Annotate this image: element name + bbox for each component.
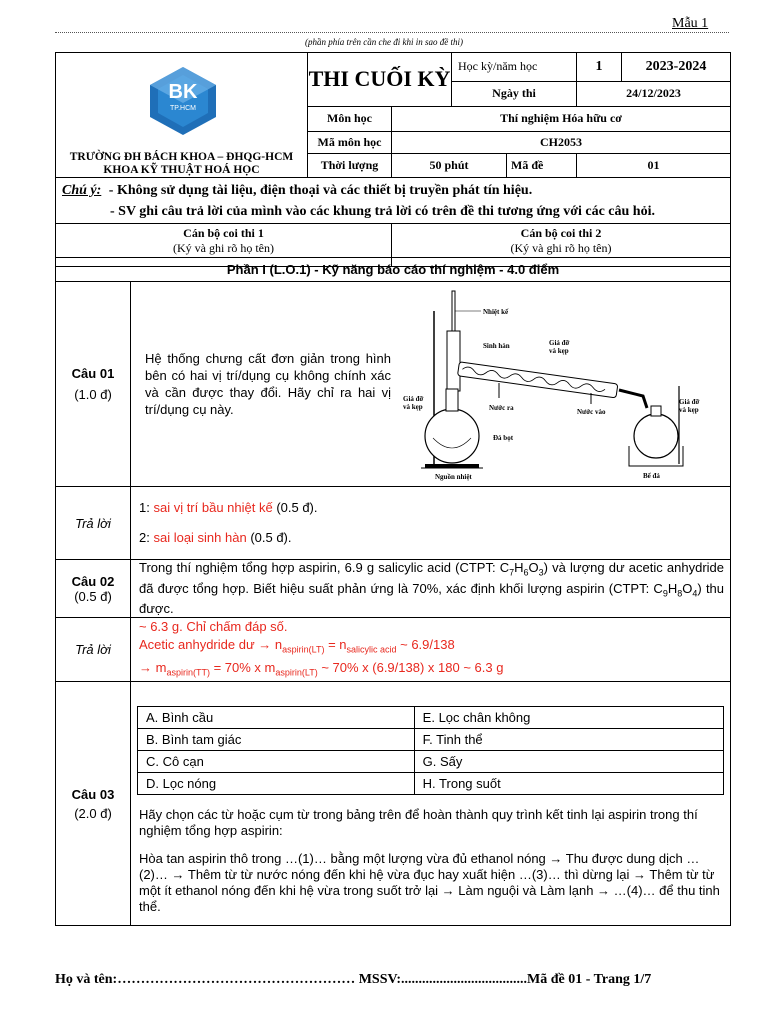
subject-label: Môn học [308, 106, 392, 131]
q2-answer [131, 618, 731, 682]
code-label: Mã môn học [308, 131, 392, 154]
option-g: G. Sấy [414, 751, 723, 773]
q2-answer-line-3 [139, 659, 730, 682]
logo-subtext: TP.HCM [170, 105, 196, 112]
q1-answer-1-points: (0.5 đ). [272, 500, 318, 515]
q1-answer-1: sai vị trí bầu nhiệt kế [153, 500, 273, 515]
q2-a3-sub2: aspirin(LT) [275, 667, 318, 678]
proctor-2-hint: (Ký và ghi rõ họ tên) [510, 241, 612, 255]
label-boiling-stone: Đá bọt [493, 434, 514, 442]
q1-text: Hệ thống chưng cất đơn giản trong hình bên có hai vị trí/dụng cụ không chính xác và cần được thay đổi. Hãy chỉ ra hai vị trí/dụng cụ này. [145, 351, 391, 417]
exam-title: THI CUỐI KỲ [308, 53, 452, 107]
q1-label-cell [56, 282, 131, 487]
q3-label-cell [56, 682, 131, 926]
q3-label: Câu 03 [71, 786, 115, 802]
footer-student-info: Họ và tên:…………………………………………… MSSV:....................................Mã đề 01 - Trang 1/7 [55, 972, 652, 987]
q2-answer-line-1: ~ 6.3 g. Chỉ chấm đáp số. [139, 619, 288, 635]
q2-a3-b: = 70% x m [209, 659, 276, 675]
q1-answer-label: Trả lời [56, 487, 131, 560]
q1-answer-2: sai loại sinh hàn [153, 530, 247, 545]
distillation-apparatus-figure [403, 286, 733, 482]
note-line-2: - SV ghi câu trả lời của mình vào các khung trả lời có trên đề thi tương ứng với các câu hỏi. [110, 203, 655, 219]
print-note: (phần phía trên cần che đi khi in sao đề thi) [305, 37, 463, 47]
date-label: Ngày thi [452, 81, 577, 106]
label-clamp-right-2: và kẹp [679, 406, 699, 414]
proctor-2-title: Cán bộ coi thi 2 [520, 226, 602, 240]
option-a: A. Bình cầu [138, 707, 415, 729]
note-line-1: - Không sử dụng tài liệu, điện thoại và các thiết bị truyền phát tín hiệu. [108, 182, 533, 198]
note-label: Chú ý: [62, 182, 102, 198]
q3-body [131, 682, 731, 926]
label-clamp-left: Giá đỡ [403, 395, 424, 403]
label-ice-bath: Bể đá [643, 472, 660, 480]
option-e: E. Lọc chân không [414, 707, 723, 729]
q2-answer-line-2 [139, 636, 730, 659]
q1-answer-2-points: (0.5 đ). [246, 530, 292, 545]
duration-value: 50 phút [392, 154, 507, 178]
q2-a2-b: = n [324, 637, 347, 653]
option-h: H. Trong suốt [414, 773, 723, 795]
q3-procedure: Hòa tan aspirin thô trong …(1)… bằng một lượng vừa đủ ethanol nóng → Thu được dung dịch …(2)… → Thêm từ từ nước nóng đến khi hệ vừa đục hay xuất hiện …(3)… thì dừng lại → Thêm từ từ một ít ethanol nóng đến khi hệ vừa trong suốt trở lại → Làm nguội và Làm lạnh → …(4)… để thu tinh thể. [139, 851, 720, 915]
proctor-1-title: Cán bộ coi thi 1 [183, 226, 264, 240]
q1-answer-2-prefix: 2: [139, 530, 154, 545]
year-value: 2023-2024 [622, 53, 731, 82]
q3-points: (2.0 đ) [74, 805, 112, 821]
option-c: C. Cô cạn [138, 751, 415, 773]
label-clamp-top: Giá đỡ [549, 339, 570, 347]
school-name: TRƯỜNG ĐH BÁCH KHOA – ĐHQG-HCM [69, 151, 294, 163]
q3-instruction: Hãy chọn các từ hoặc cụm từ trong bảng trên để hoàn thành quy trình kết tinh lại aspirin trong thí nghiệm tổng hợp aspirin: [139, 807, 698, 839]
q1-body [131, 282, 731, 487]
q2-a2-c: ~ 6.9/138 [396, 637, 455, 653]
semester-label: Học kỳ/năm học [452, 53, 577, 82]
date-value: 24/12/2023 [577, 81, 731, 106]
label-water-out: Nước ra [489, 404, 514, 412]
duration-label: Thời lượng [308, 154, 392, 178]
logo-text: BK [168, 81, 198, 103]
school-cell [56, 53, 308, 178]
q2-answer-label: Trả lời [56, 618, 131, 682]
label-clamp-left-2: và kẹp [403, 403, 423, 411]
faculty-name: KHOA KỸ THUẬT HOÁ HỌC [103, 164, 260, 176]
label-clamp-right: Giá đỡ [679, 398, 700, 406]
q2-points: (0.5 đ) [74, 588, 112, 604]
section-title: Phần I (L.O.1) - Kỹ năng báo cáo thí nghiệm - 4.0 điểm [56, 258, 731, 282]
exam-code-value: 01 [577, 154, 731, 178]
q3-options-table [137, 706, 724, 795]
q2-a2-a: Acetic anhydride dư → n [139, 637, 283, 653]
q2-a3-sub1: aspirin(TT) [166, 667, 210, 678]
exam-code-label: Mã đề [507, 154, 577, 178]
subject-value: Thí nghiệm Hóa hữu cơ [392, 106, 731, 131]
dotted-divider [55, 32, 729, 33]
notes-cell [56, 178, 731, 224]
proctor-1-hint: (Ký và ghi rõ họ tên) [173, 241, 274, 255]
q2-a3-c: ~ 70% x (6.9/138) x 180 ~ 6.3 g [317, 659, 504, 675]
q1-label: Câu 01 [71, 366, 115, 381]
form-number: Mẫu 1 [672, 16, 709, 31]
q2-text: Trong thí nghiệm tổng hợp aspirin, 6.9 g salicylic acid (CTPT: $C_7H_6O_3$) và lượng dư acetic anhydride đã được tổng hợp. Biết hiệu suất phản ứng là 70%, xác định khối lượng aspirin (CTPT: $C_9H_8O_4$) thu được. [131, 560, 731, 618]
q2-a2-sub1: aspirin(LT) [282, 644, 325, 655]
option-b: B. Bình tam giác [138, 729, 415, 751]
label-condenser: Sinh hàn [483, 342, 510, 350]
code-value: CH2053 [392, 131, 731, 154]
q2-a3-a: → m [139, 659, 167, 675]
option-f: F. Tinh thể [414, 729, 723, 751]
label-clamp-top-2: và kẹp [549, 347, 569, 355]
q2-label-cell [56, 560, 131, 618]
semester-value: 1 [577, 53, 622, 82]
label-thermometer: Nhiệt kế [483, 308, 509, 316]
q1-answer-1-prefix: 1: [139, 500, 154, 515]
exam-header-table [55, 52, 731, 267]
option-d: D. Lọc nóng [138, 773, 415, 795]
label-heat-source: Nguồn nhiệt [435, 473, 472, 481]
q2-a2-sub2: salicylic acid [346, 644, 397, 655]
label-water-in: Nước vào [577, 408, 606, 416]
q1-points: (1.0 đ) [74, 387, 112, 402]
q1-answer [131, 487, 731, 560]
questions-table [55, 257, 731, 926]
q2-label: Câu 02 [71, 573, 115, 589]
